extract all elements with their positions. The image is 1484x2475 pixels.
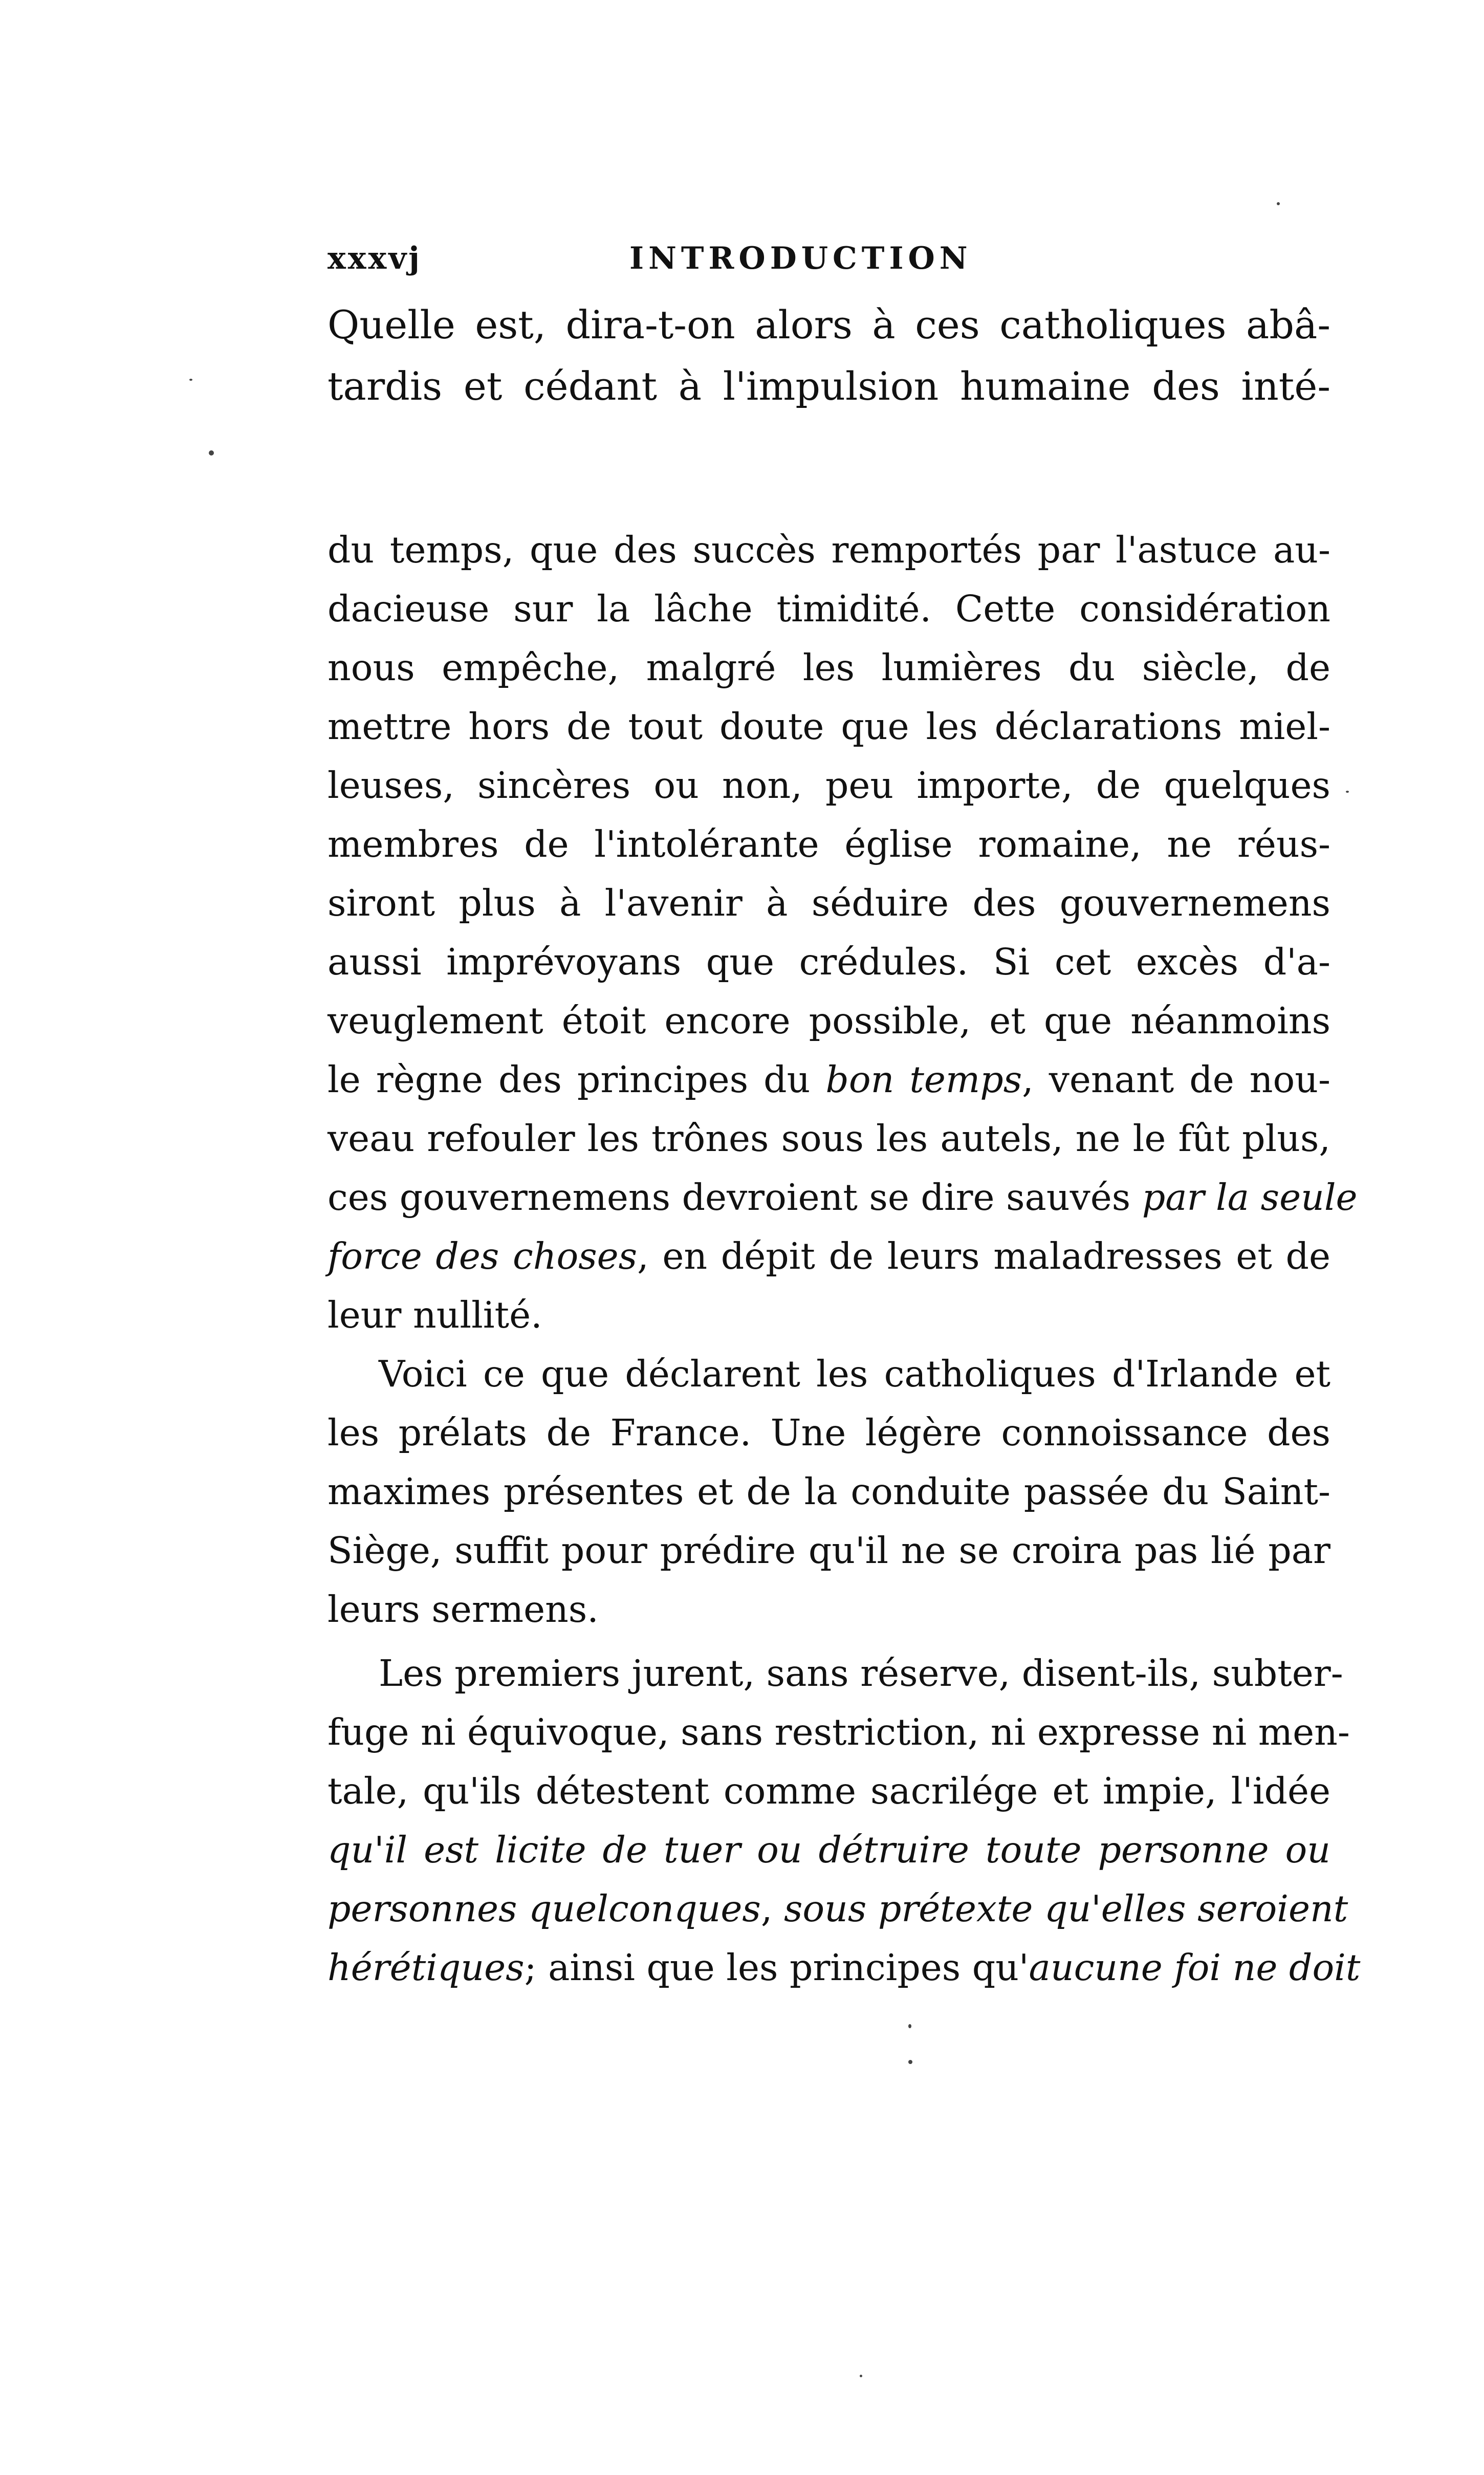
text-line <box>328 1175 1358 1226</box>
paper-speck <box>1277 202 1280 205</box>
italic-span: aucune foi ne doit <box>1029 1946 1361 1989</box>
italic-span: force des choses <box>328 1235 638 1277</box>
text-line: nous empêche, malgré les lumières du siècle, de <box>328 646 1330 689</box>
text-span: , en dépit de leurs maladresses et de <box>637 1235 1330 1277</box>
running-head <box>328 241 1330 287</box>
text-line: membres de l'intolérante église romaine, ne réus- <box>328 823 1330 865</box>
paper-speck <box>908 2024 911 2028</box>
text-line: dacieuse sur la lâche timidité. Cette considération <box>328 588 1330 630</box>
text-line: du temps, que des succès remportés par l'astuce au- <box>328 529 1330 571</box>
text-line: Les premiers jurent, sans réserve, disent-ils, subter- <box>379 1652 1343 1695</box>
text-span: , venant de nou- <box>1022 1058 1330 1101</box>
text-span: , <box>760 1887 784 1930</box>
text-line: Siège, suffit pour prédire qu'il ne se croira pas lié par <box>328 1529 1330 1572</box>
running-title: INTRODUCTION <box>629 241 972 276</box>
italic-span: personnes quelconques <box>328 1887 761 1930</box>
italic-span: hérétiques <box>328 1946 525 1989</box>
text-line: fuge ni équivoque, sans restriction, ni expresse ni men- <box>328 1711 1350 1753</box>
italic-span: qu'il est licite de tuer ou détruire toute personne ou <box>328 1829 1330 1871</box>
text-line <box>328 1233 1330 1285</box>
text-span: ; ainsi que les principes qu' <box>524 1946 1029 1989</box>
text-line <box>328 1057 1330 1108</box>
paper-speck <box>860 2375 862 2377</box>
text-line: aussi imprévoyans que crédules. Si cet excès d'a- <box>328 941 1330 983</box>
text-line: mettre hors de tout doute que les déclarations miel- <box>328 705 1330 748</box>
fragment-line-2: tardis et cédant à l'impulsion humaine des inté- <box>328 363 1330 409</box>
text-line <box>328 1945 1361 1996</box>
text-line: leurs sermens. <box>328 1588 599 1631</box>
italic-span: par la seule <box>1142 1176 1358 1219</box>
text-line: tale, qu'ils détestent comme sacrilége et impie, l'idée <box>328 1770 1330 1812</box>
text-line: veuglement étoit encore possible, et que néanmoins <box>328 1000 1330 1042</box>
text-line: les prélats de France. Une légère connoissance des <box>328 1412 1330 1454</box>
fragment-line-1: Quelle est, dira-t-on alors à ces catholiques abâ- <box>328 302 1330 348</box>
text-line: maximes présentes et de la conduite passée du Saint- <box>328 1470 1330 1513</box>
paper-speck <box>189 379 192 381</box>
italic-span: sous prétexte qu'elles seroient <box>783 1887 1348 1930</box>
text-line: siront plus à l'avenir à séduire des gouvernemens <box>328 882 1330 924</box>
text-line: leuses, sincères ou non, peu importe, de quelques <box>328 764 1330 807</box>
text-span: ces gouvernemens devroient se dire sauvés <box>328 1176 1142 1219</box>
paper-speck <box>908 2060 912 2064</box>
text-line <box>328 1827 1330 1878</box>
text-line: veau refouler les trônes sous les autels, ne le fût plus, <box>328 1117 1330 1160</box>
text-line: Voici ce que déclarent les catholiques d'Irlande et <box>379 1353 1330 1395</box>
paper-speck <box>1346 791 1349 793</box>
text-line <box>328 1886 1348 1937</box>
paper-speck <box>209 450 214 455</box>
text-line: leur nullité. <box>328 1294 542 1336</box>
text-span: le règne des principes du <box>328 1058 826 1101</box>
page-number: xxxvj <box>328 241 422 276</box>
italic-span: bon temps <box>825 1058 1022 1101</box>
